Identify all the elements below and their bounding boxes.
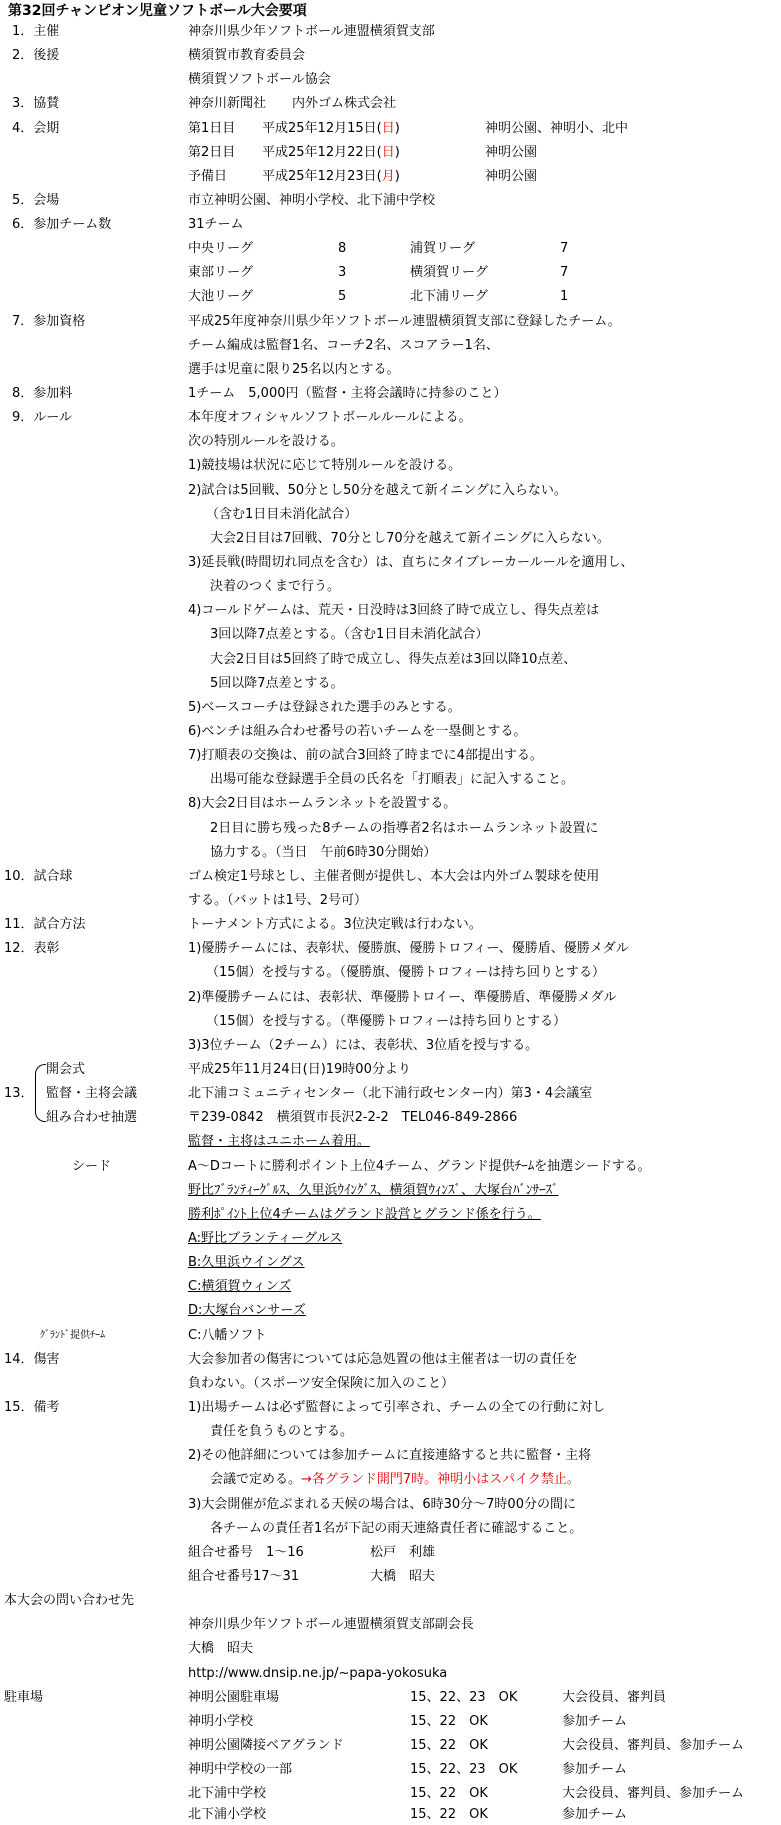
award-line: 3)3位チーム（2チーム）には、表彰状、3位盾を授与する。 xyxy=(188,1038,539,1053)
venue-text: 市立神明公園、神明小学校、北下浦中学校 xyxy=(188,193,436,208)
rule-line: 決着のつくまで行う。 xyxy=(210,579,341,594)
qualification-line: 選手は児童に限り25名以内とする。 xyxy=(188,362,400,377)
parking-place: 北下浦中学校 xyxy=(188,1786,267,1801)
league-count: 7 xyxy=(560,241,569,256)
parking-days: 15、22、23 OK xyxy=(410,1690,518,1705)
league-name: 大池リーグ xyxy=(188,289,254,304)
support-line: 横須賀市教育委員会 xyxy=(188,48,306,63)
inquiry-name: 大橋 昭夫 xyxy=(188,1641,254,1656)
item-label-15: 15．備考 xyxy=(4,1400,60,1415)
item-label-8: 8．参加料 xyxy=(12,386,73,401)
bracket-divider xyxy=(35,1064,46,1122)
meeting-label: 監督・主将会議 xyxy=(46,1086,138,1101)
parking-place: 神明公園隣接ベアグランド xyxy=(188,1738,344,1753)
seed-note: 勝利ﾎﾟｲﾝﾄ上位4チームはグランド設営とグランド係を行う。 xyxy=(188,1207,541,1222)
parking-days: 15、22 OK xyxy=(410,1714,488,1729)
rule-line: 出場可能な登録選手全員の氏名を「打順表」に記入すること。 xyxy=(210,772,575,787)
meeting-date: 平成25年11月24日(日)19時00分より xyxy=(188,1062,411,1077)
injury-line: 大会参加者の傷害については応急処置の他は主催者は一切の責任を xyxy=(188,1352,578,1367)
parking-place: 神明小学校 xyxy=(188,1714,254,1729)
item-label-7: 7．参加資格 xyxy=(12,314,86,329)
league-count: 1 xyxy=(560,289,569,304)
rule-line: （含む1日目未消化試合） xyxy=(206,507,358,522)
item-label-13: 13． xyxy=(4,1086,34,1101)
rule-line: 2日目に勝ち残った8チームの指導者2名はホームランネット設置に xyxy=(210,821,599,836)
seed-court: C:横須賀ウィンズ xyxy=(188,1279,292,1294)
schedule-place: 神明公園 xyxy=(485,169,538,184)
schedule-dow: 月 xyxy=(381,169,395,184)
rule-line: 5回以降7点差とする。 xyxy=(210,676,344,691)
fee-text: 1チーム 5,000円（監督・主将会議時に持参のこと） xyxy=(188,386,507,401)
item-label-9: 9．ルール xyxy=(12,410,73,425)
rule-line: 3)延長戦(時間切れ同点を含む）は、直ちにタイブレーカールールを適用し、 xyxy=(188,555,634,570)
league-name: 横須賀リーグ xyxy=(410,265,489,280)
schedule-label: 第2日目 xyxy=(188,145,236,160)
gate-notice: →各グランド開門7時。神明小はスパイク禁止。 xyxy=(301,1472,580,1487)
rule-line: 3回以降7点差とする。（含む1日目未消化試合） xyxy=(210,627,489,642)
schedule-label: 第1日目 xyxy=(188,121,236,136)
league-name: 浦賀リーグ xyxy=(410,241,476,256)
award-line: （15個）を授与する。（優勝旗、優勝トロフィーは持ち回りとする） xyxy=(206,965,606,980)
award-line: （15個）を授与する。（準優勝トロフィーは持ち回りとする） xyxy=(206,1014,567,1029)
parking-users: 参加チーム xyxy=(562,1807,628,1822)
rule-line: 1)競技場は状況に応じて特別ルールを設ける。 xyxy=(188,458,462,473)
seed-teams: 野比ﾌﾞﾗﾝﾃｨｰｸﾞﾙｽ、久里浜ｳｲﾝｸﾞｽ、横須賀ｳｨﾝｽﾞ、大塚台ﾊﾞﾝｻｰｽﾞ xyxy=(188,1183,559,1198)
league-count: 3 xyxy=(338,265,347,280)
parking-label: 駐車場 xyxy=(4,1690,44,1705)
league-name: 中央リーグ xyxy=(188,241,254,256)
ground-team-label: ｸﾞﾗﾝﾄﾞ提供ﾁｰﾑ xyxy=(40,1330,105,1341)
item-label-6: 6．参加チーム数 xyxy=(12,217,112,232)
remark-line: 2)その他詳細については参加チームに直接連絡すると共に監督・主将 xyxy=(188,1448,592,1463)
support-line: 横須賀ソフトボール協会 xyxy=(188,72,331,87)
parking-place: 神明公園駐車場 xyxy=(188,1690,280,1705)
schedule-place: 神明公園、神明小、北中 xyxy=(485,121,629,136)
rule-line: 協力する。（当日 午前6時30分開始） xyxy=(210,845,437,860)
parking-users: 大会役員、審判員 xyxy=(562,1690,667,1705)
item-label-4: 4．会期 xyxy=(12,121,60,136)
rule-line: 大会2日目は7回戦、70分とし70分を越えて新イニングに入らない。 xyxy=(210,531,610,546)
parking-days: 15、22 OK xyxy=(410,1738,488,1753)
rule-line: 6)ベンチは組み合わせ番号の若いチームを一塁側とする。 xyxy=(188,724,527,739)
schedule-place: 神明公園 xyxy=(485,145,538,160)
qualification-line: 平成25年度神奈川県少年ソフトボール連盟横須賀支部に登録したチーム。 xyxy=(188,314,621,329)
parking-place: 北下浦小学校 xyxy=(188,1807,267,1822)
meeting-label: 組み合わせ抽選 xyxy=(46,1110,138,1125)
meeting-place: 北下浦コミュニティセンター（北下浦行政センター内）第3・4会議室 xyxy=(188,1086,593,1101)
remark-line: 3)大会開催が危ぶまれる天候の場合は、6時30分～7時00分の間に xyxy=(188,1497,576,1512)
ball-line: する。（バットは1号、2号可） xyxy=(188,893,368,908)
injury-line: 負わない。（スポーツ安全保険に加入のこと） xyxy=(188,1376,454,1391)
schedule-date: 平成25年12月23日(月) xyxy=(262,169,400,184)
page-title: 第32回チャンピオン児童ソフトボール大会要項 xyxy=(8,3,307,19)
inquiry-label: 本大会の問い合わせ先 xyxy=(4,1593,135,1608)
item-label-1: 1．主催 xyxy=(12,24,60,39)
item-label-12: 12．表彰 xyxy=(4,941,60,956)
rule-line: 7)打順表の交換は、前の試合3回終了時までに4部提出する。 xyxy=(188,748,543,763)
parking-users: 大会役員、審判員、参加チーム xyxy=(562,1786,745,1801)
method-text: トーナメント方式による。3位決定戦は行わない。 xyxy=(188,917,482,932)
parking-place: 神明中学校の一部 xyxy=(188,1762,293,1777)
seed-court: D:大塚台バンサーズ xyxy=(188,1303,306,1318)
parking-days: 15、22 OK xyxy=(410,1807,488,1822)
seed-label: シード xyxy=(72,1159,112,1174)
league-count: 8 xyxy=(338,241,347,256)
schedule-dow: 日 xyxy=(381,121,395,136)
remark-line: 会議で定める。→各グランド開門7時。神明小はスパイク禁止。 xyxy=(210,1472,580,1487)
rule-line: 4)コールドゲームは、荒天・日没時は3回終了時で成立し、得失点差は xyxy=(188,603,600,618)
inquiry-url[interactable]: http://www.dnsip.ne.jp/~papa-yokosuka xyxy=(188,1666,448,1681)
team-total: 31チーム xyxy=(188,217,244,232)
item-label-14: 14．傷害 xyxy=(4,1352,60,1367)
item-label-2: 2．後援 xyxy=(12,48,60,63)
parking-days: 15、22 OK xyxy=(410,1786,488,1801)
schedule-dow: 日 xyxy=(381,145,395,160)
item-label-10: 10．試合球 xyxy=(4,869,73,884)
item-label-5: 5．会場 xyxy=(12,193,60,208)
league-count: 7 xyxy=(560,265,569,280)
meeting-address: 〒239-0842 横須賀市長沢2-2-2 TEL046-849-2866 xyxy=(188,1110,518,1125)
meeting-label: 開会式 xyxy=(46,1062,86,1077)
rule-line: 2)試合は5回戦、50分とし50分を越えて新イニングに入らない。 xyxy=(188,483,567,498)
qualification-line: チーム編成は監督1名、コーチ2名、スコアラー1名、 xyxy=(188,338,499,353)
remark-line: 責任を負うものとする。 xyxy=(210,1424,354,1439)
schedule-date: 平成25年12月15日(日) xyxy=(262,121,400,136)
parking-users: 参加チーム xyxy=(562,1714,628,1729)
rule-line: 本年度オフィシャルソフトボールルールによる。 xyxy=(188,410,472,425)
seed-text: A～Dコートに勝利ポイント上位4チーム、グランド提供ﾁｰﾑを抽選シードする。 xyxy=(188,1159,651,1174)
league-count: 5 xyxy=(338,289,347,304)
rule-line: 大会2日目は5回終了時で成立し、得失点差は3回以降10点差、 xyxy=(210,652,577,667)
award-line: 1)優勝チームには、表彰状、優勝旗、優勝トロフィー、優勝盾、優勝メダル xyxy=(188,941,629,956)
inquiry-org: 神奈川県少年ソフトボール連盟横須賀支部副会長 xyxy=(188,1617,474,1632)
seed-court: B:久里浜ウイングス xyxy=(188,1255,305,1270)
ball-line: ゴム検定1号球とし、主催者側が提供し、本大会は内外ゴム製球を使用 xyxy=(188,869,600,884)
ground-team: C:八幡ソフト xyxy=(188,1328,267,1343)
contact-range: 組合せ番号 1～16 xyxy=(188,1545,304,1560)
parking-days: 15、22、23 OK xyxy=(410,1762,518,1777)
rule-line: 次の特別ルールを設ける。 xyxy=(188,434,344,449)
award-line: 2)準優勝チームには、表彰状、準優勝トロイー、準優勝盾、準優勝メダル xyxy=(188,990,617,1005)
parking-users: 大会役員、審判員、参加チーム xyxy=(562,1738,745,1753)
rule-line: 8)大会2日目はホームランネットを設置する。 xyxy=(188,796,457,811)
rule-line: 5)ベースコーチは登録された選手のみとする。 xyxy=(188,700,461,715)
item-label-11: 11．試合方法 xyxy=(4,917,86,932)
meeting-uniform-note: 監督・主将はユニホーム着用。 xyxy=(188,1134,371,1149)
remark-line: 各チームの責任者1名が下記の雨天連絡責任者に確認すること。 xyxy=(210,1521,583,1536)
cosponsor-text: 神奈川新聞社 内外ゴム株式会社 xyxy=(188,96,397,111)
item-label-3: 3．協賛 xyxy=(12,96,60,111)
schedule-label: 予備日 xyxy=(188,169,228,184)
contact-name: 大橋 昭夫 xyxy=(370,1569,436,1584)
contact-range: 組合せ番号17～31 xyxy=(188,1569,300,1584)
remark-line: 1)出場チームは必ず監督によって引率され、チームの全ての行動に対し xyxy=(188,1400,606,1415)
league-name: 東部リーグ xyxy=(188,265,254,280)
league-name: 北下浦リーグ xyxy=(410,289,489,304)
contact-name: 松戸 利雄 xyxy=(370,1545,436,1560)
seed-court: A:野比ブランティーグルス xyxy=(188,1231,343,1246)
schedule-date: 平成25年12月22日(日) xyxy=(262,145,400,160)
sponsor-text: 神奈川県少年ソフトボール連盟横須賀支部 xyxy=(188,24,435,39)
parking-users: 参加チーム xyxy=(562,1762,628,1777)
